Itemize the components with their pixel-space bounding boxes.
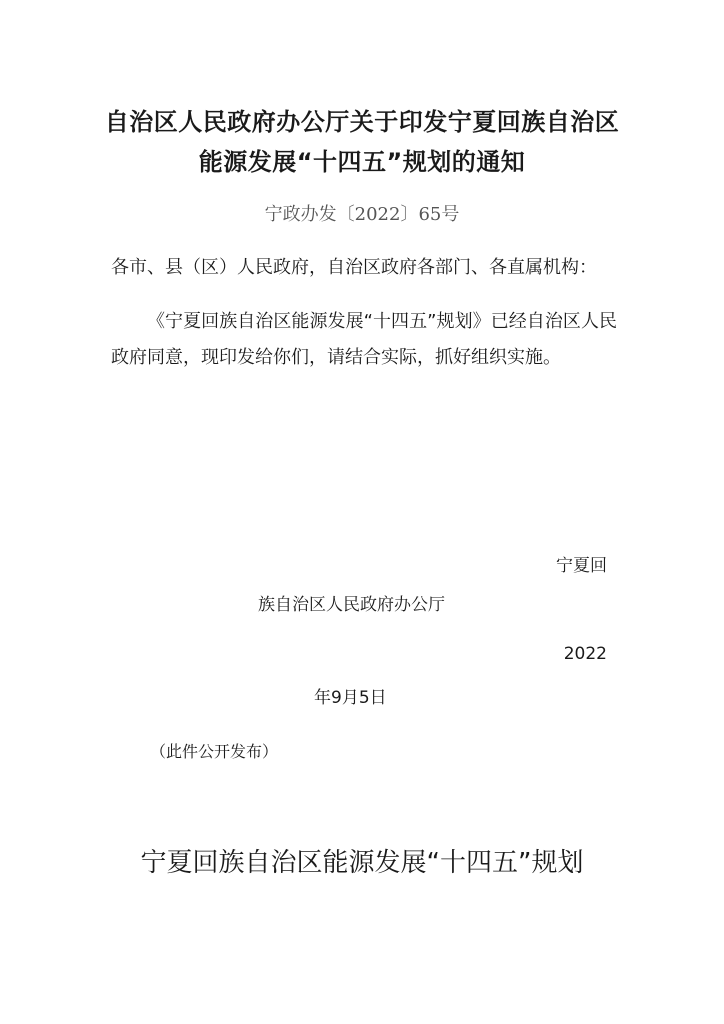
signature-line-1: 宁夏回 [556,556,607,576]
signature-line-2: 族自治区人民政府办公厅 [258,595,445,615]
body-paragraph: 《宁夏回族自治区能源发展“十四五”规划》已经自治区人民政府同意，现印发给你们，请结合实际，抓好组织实施。 [111,311,617,368]
publication-note: （此件公开发布） [150,742,279,761]
date-line-2: 年9月5日 [314,688,387,708]
addressee-line: 各市、县（区）人民政府，自治区政府各部门、各直属机构： [111,257,597,278]
notice-title-line-2: 能源发展“十四五”规划的通知 [198,148,526,176]
date-line-1: 2022 [563,644,607,664]
notice-title-line-1: 自治区人民政府办公厅关于印发宁夏回族自治区 [104,108,620,136]
plan-title: 宁夏回族自治区能源发展“十四五”规划 [140,848,584,878]
document-number: 宁政办发〔2022〕65号 [264,204,460,225]
